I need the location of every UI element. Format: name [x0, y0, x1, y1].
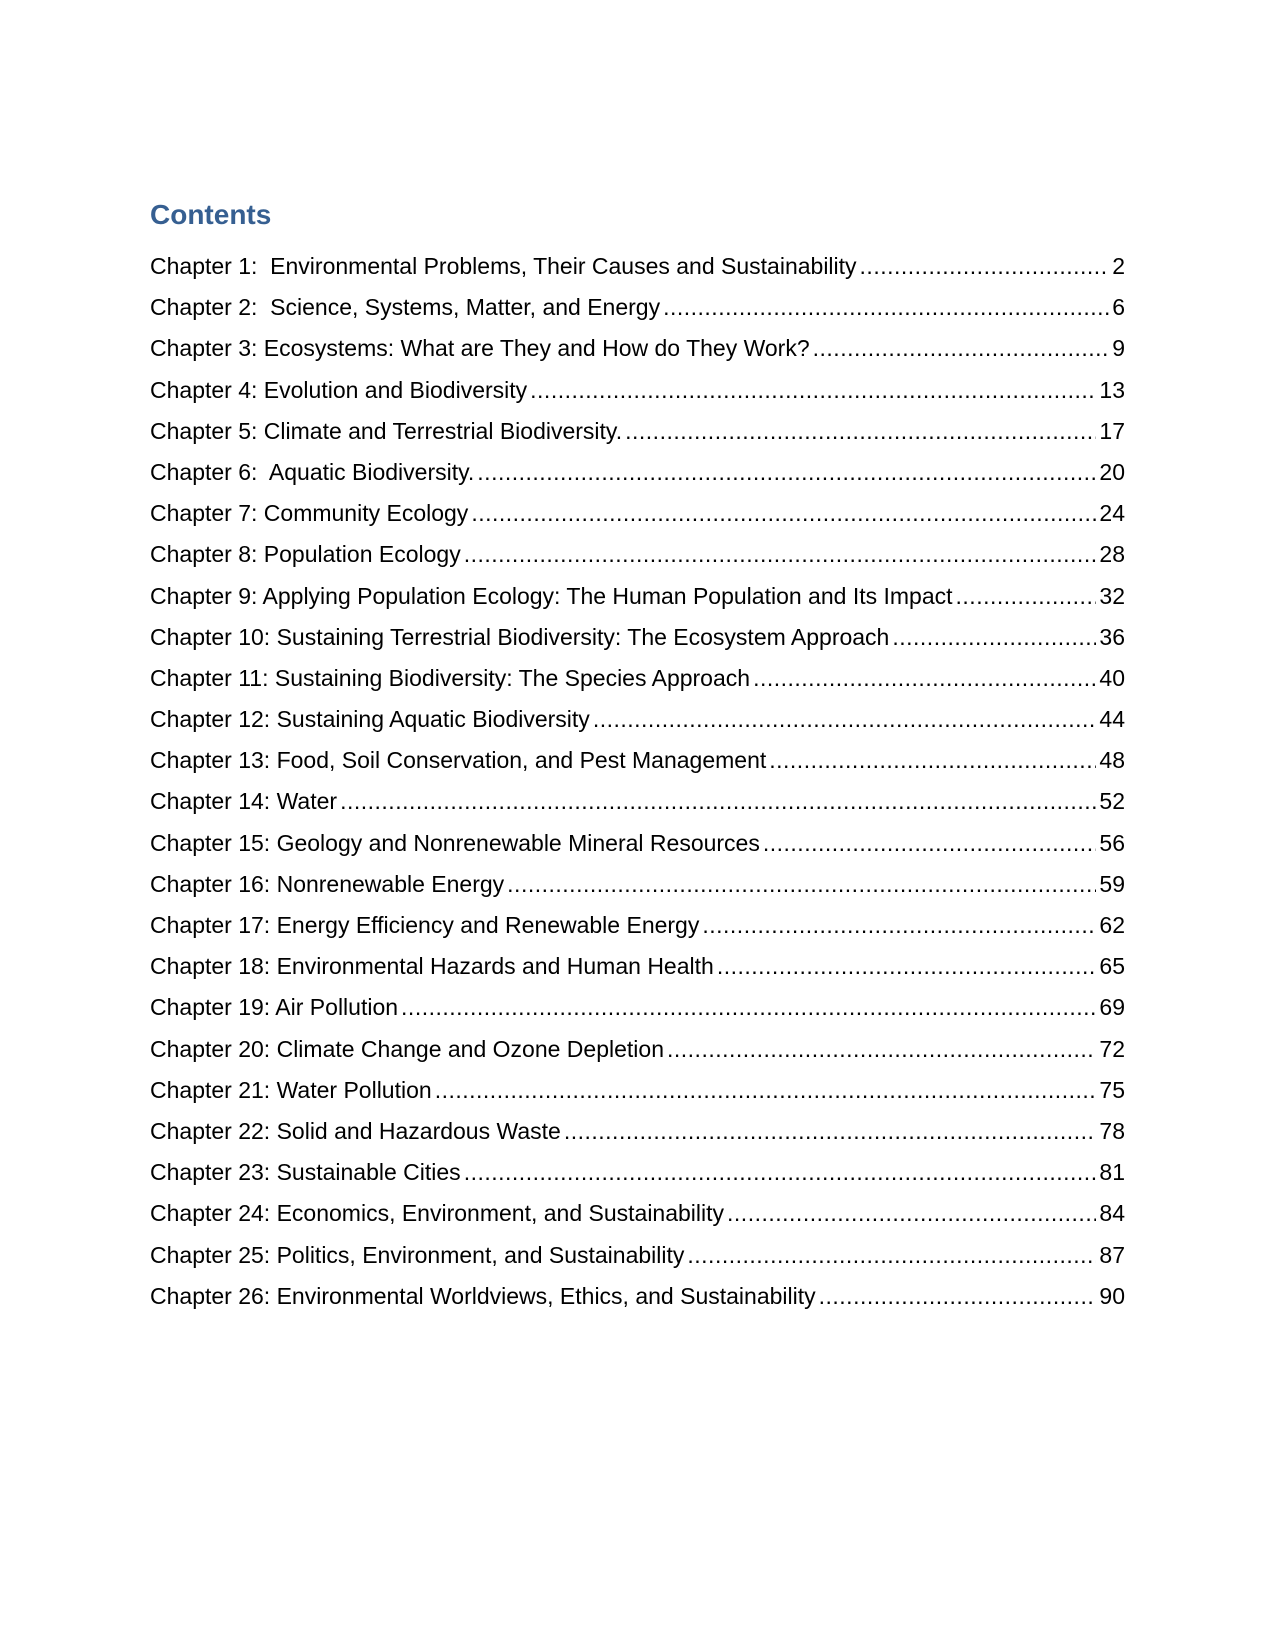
toc-entry-page-number: 52: [1099, 788, 1125, 815]
toc-entry-page-number: 40: [1099, 664, 1125, 691]
toc-entry[interactable]: [150, 617, 1125, 658]
toc-dot-leader: [401, 987, 1096, 1028]
toc-dot-leader: [507, 864, 1096, 905]
toc-entry-label: Chapter 7: Community Ecology: [150, 500, 469, 527]
toc-dot-leader: [593, 699, 1097, 740]
toc-entry-page-number: 84: [1099, 1200, 1125, 1227]
toc-entry[interactable]: [150, 823, 1125, 864]
toc-entry-page-number: 9: [1112, 335, 1125, 362]
toc-entry-label: Chapter 15: Geology and Nonrenewable Mineral Resources: [150, 829, 760, 856]
toc-entry[interactable]: [150, 287, 1125, 328]
toc-dot-leader: [892, 617, 1096, 658]
toc-entry-label: Chapter 18: Environmental Hazards and Human Health: [150, 953, 714, 980]
toc-entry-page-number: 69: [1099, 994, 1125, 1021]
toc-entry-page-number: 65: [1099, 953, 1125, 980]
toc-entry[interactable]: [150, 781, 1125, 822]
toc-dot-leader: [687, 1235, 1096, 1276]
toc-dot-leader: [860, 246, 1110, 287]
toc-entry-page-number: 72: [1099, 1035, 1125, 1062]
toc-entry-page-number: 24: [1099, 500, 1125, 527]
toc-entry-page-number: 13: [1099, 376, 1125, 403]
toc-entry[interactable]: [150, 246, 1125, 287]
toc-entry-page-number: 44: [1099, 706, 1125, 733]
toc-entry[interactable]: [150, 658, 1125, 699]
toc-entry-label: Chapter 26: Environmental Worldviews, Ethics, and Sustainability: [150, 1282, 816, 1309]
toc-entry-page-number: 75: [1099, 1076, 1125, 1103]
toc-entry[interactable]: [150, 1276, 1125, 1317]
toc-dot-leader: [813, 328, 1110, 369]
toc-entry-label: Chapter 16: Nonrenewable Energy: [150, 870, 505, 897]
toc-entry-label: Chapter 9: Applying Population Ecology: The Human Population and Its Impact: [150, 582, 953, 609]
toc-dot-leader: [564, 1111, 1097, 1152]
toc-entry[interactable]: [150, 699, 1125, 740]
toc-entry[interactable]: [150, 1111, 1125, 1152]
toc-entry-page-number: 78: [1099, 1117, 1125, 1144]
toc-dot-leader: [663, 287, 1109, 328]
toc-dot-leader: [956, 576, 1097, 617]
toc-dot-leader: [435, 1070, 1097, 1111]
toc-dot-leader: [717, 946, 1097, 987]
toc-entry-page-number: 56: [1099, 829, 1125, 856]
toc-entry[interactable]: [150, 905, 1125, 946]
toc-entry-page-number: 87: [1099, 1241, 1125, 1268]
toc-entry-label: Chapter 4: Evolution and Biodiversity: [150, 376, 528, 403]
toc-dot-leader: [769, 740, 1096, 781]
toc-entry-page-number: 36: [1099, 623, 1125, 650]
toc-entry-label: Chapter 6: Aquatic Biodiversity.: [150, 458, 475, 485]
toc-entry[interactable]: [150, 740, 1125, 781]
toc-entry-label: Chapter 20: Climate Change and Ozone Depletion: [150, 1035, 664, 1062]
toc-entry-page-number: 48: [1099, 747, 1125, 774]
toc-entry-page-number: 20: [1099, 458, 1125, 485]
toc-heading: Contents: [150, 199, 272, 230]
toc-entry[interactable]: [150, 452, 1125, 493]
toc-entry[interactable]: [150, 411, 1125, 452]
toc-entry-page-number: 59: [1099, 870, 1125, 897]
toc-entry-label: Chapter 23: Sustainable Cities: [150, 1159, 461, 1186]
toc-dot-leader: [340, 781, 1096, 822]
toc-dot-leader: [477, 452, 1096, 493]
toc-entry-label: Chapter 11: Sustaining Biodiversity: The Species Approach: [150, 664, 751, 691]
toc-entry[interactable]: [150, 1193, 1125, 1234]
toc-entry-label: Chapter 25: Politics, Environment, and Sustainability: [150, 1241, 685, 1268]
toc-entry-label: Chapter 19: Air Pollution: [150, 994, 399, 1021]
toc-entry[interactable]: [150, 328, 1125, 369]
toc-dot-leader: [464, 1152, 1097, 1193]
toc-entry-page-number: 6: [1112, 294, 1125, 321]
toc-entry-page-number: 90: [1099, 1282, 1125, 1309]
toc-dot-leader: [753, 658, 1096, 699]
toc-dot-leader: [471, 493, 1096, 534]
toc-entry-label: Chapter 5: Climate and Terrestrial Biodiversity.: [150, 417, 623, 444]
toc-dot-leader: [727, 1193, 1096, 1234]
toc-entry[interactable]: [150, 576, 1125, 617]
toc-dot-leader: [530, 370, 1096, 411]
toc-entry-page-number: 2: [1112, 253, 1125, 279]
toc-entry[interactable]: [150, 1235, 1125, 1276]
toc-entry[interactable]: [150, 1152, 1125, 1193]
toc-entry[interactable]: [150, 946, 1125, 987]
toc-entry[interactable]: [150, 534, 1125, 575]
toc-list: [150, 246, 1125, 1317]
toc-entry-page-number: 17: [1099, 417, 1125, 444]
toc-dot-leader: [464, 534, 1097, 575]
toc-entry-label: Chapter 22: Solid and Hazardous Waste: [150, 1117, 561, 1144]
toc-entry-page-number: 62: [1099, 912, 1125, 938]
toc-entry-page-number: 28: [1099, 541, 1125, 568]
toc-entry-page-number: 81: [1099, 1159, 1125, 1186]
toc-entry-label: Chapter 12: Sustaining Aquatic Biodiversity: [150, 706, 590, 733]
toc-entry[interactable]: [150, 987, 1125, 1028]
toc-dot-leader: [763, 823, 1097, 864]
toc-entry-label: Chapter 24: Economics, Environment, and Sustainability: [150, 1200, 725, 1227]
toc-entry-label: Chapter 10: Sustaining Terrestrial Biodiversity: The Ecosystem Approach: [150, 623, 890, 650]
toc-entry-label: Chapter 14: Water: [150, 788, 338, 815]
toc-dot-leader: [819, 1276, 1097, 1317]
toc-entry-label: Chapter 1: Environmental Problems, Their Causes and Sustainability: [150, 253, 857, 279]
toc-entry[interactable]: [150, 493, 1125, 534]
toc-entry-label: Chapter 13: Food, Soil Conservation, and Pest Management: [150, 747, 767, 774]
toc-entry[interactable]: [150, 864, 1125, 905]
toc-entry-label: Chapter 8: Population Ecology: [150, 541, 461, 568]
toc-entry-page-number: 32: [1099, 582, 1125, 609]
toc-entry-label: Chapter 2: Science, Systems, Matter, and Energy: [150, 294, 661, 321]
toc-dot-leader: [667, 1029, 1096, 1070]
toc-entry-label: Chapter 17: Energy Efficiency and Renewable Energy: [150, 912, 700, 938]
toc-entry[interactable]: [150, 370, 1125, 411]
toc-dot-leader: [702, 905, 1096, 946]
toc-entry-label: Chapter 3: Ecosystems: What are They and How do They Work?: [150, 335, 810, 362]
toc-entry-label: Chapter 21: Water Pollution: [150, 1076, 432, 1103]
toc-entry[interactable]: [150, 1029, 1125, 1070]
toc-entry[interactable]: [150, 1070, 1125, 1111]
table-of-contents: [150, 196, 1125, 1317]
toc-dot-leader: [625, 411, 1096, 452]
